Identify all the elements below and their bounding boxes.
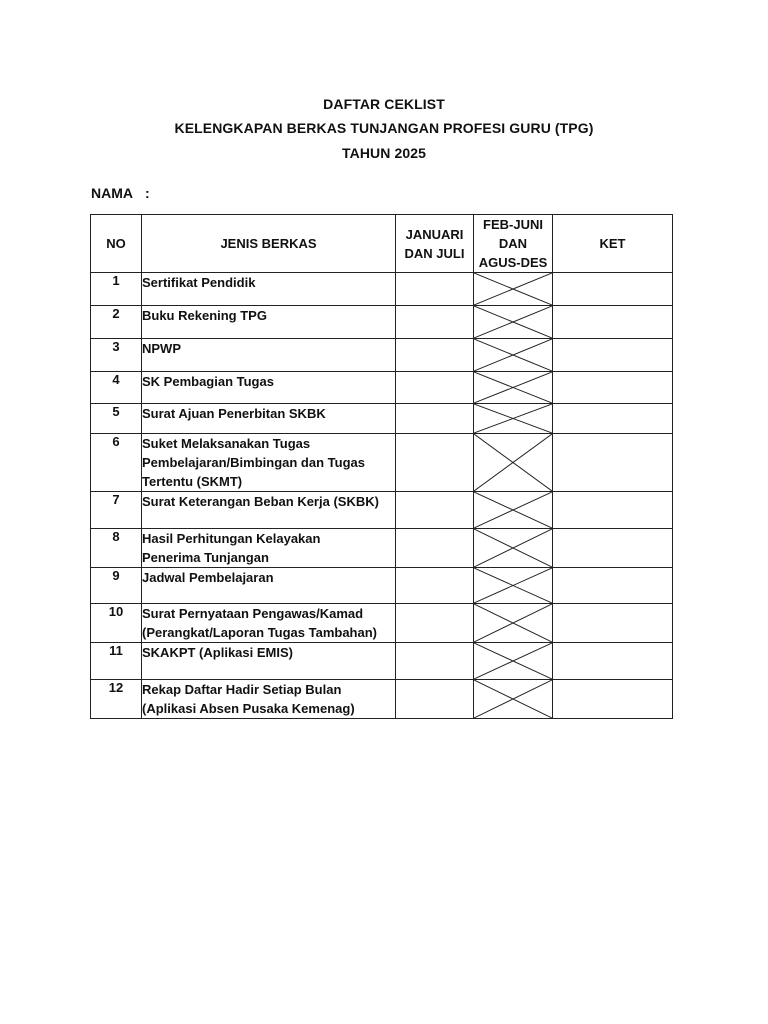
cross-mark-icon [474, 339, 552, 371]
row-jenis-berkas [142, 529, 396, 568]
row-jenis-line: Penerima Tunjangan [142, 550, 269, 565]
row-ket-cell[interactable] [553, 434, 673, 492]
row-number: 7 [91, 492, 142, 529]
row-ket-cell[interactable] [553, 372, 673, 404]
row-ket-cell[interactable] [553, 604, 673, 643]
row-number: 9 [91, 568, 142, 604]
row-feb-juni-cell [474, 434, 553, 492]
nama-field [91, 185, 150, 201]
table-row [91, 372, 673, 404]
table-row [91, 643, 673, 680]
cross-mark-icon [474, 529, 552, 567]
row-jenis-line: Surat Keterangan Beban Kerja (SKBK) [142, 494, 379, 509]
row-januari-juli-cell[interactable] [396, 680, 474, 719]
row-januari-juli-cell[interactable] [396, 434, 474, 492]
row-januari-juli-cell[interactable] [396, 643, 474, 680]
cross-mark-icon [474, 434, 552, 491]
row-jenis-line: NPWP [142, 341, 181, 356]
row-jenis-line: Pembelajaran/Bimbingan dan Tugas [142, 455, 365, 470]
row-number: 12 [91, 680, 142, 719]
row-feb-juni-cell [474, 529, 553, 568]
table-row [91, 604, 673, 643]
row-ket-cell[interactable] [553, 529, 673, 568]
row-jenis-line: Surat Ajuan Penerbitan SKBK [142, 406, 326, 421]
cross-mark-icon [474, 568, 552, 603]
row-ket-cell[interactable] [553, 680, 673, 719]
row-feb-juni-cell [474, 568, 553, 604]
row-feb-juni-cell [474, 404, 553, 434]
nama-colon: : [145, 185, 150, 201]
row-jenis-line: Jadwal Pembelajaran [142, 570, 274, 585]
row-jenis-berkas [142, 604, 396, 643]
row-jenis-berkas [142, 404, 396, 434]
row-number: 1 [91, 273, 142, 306]
row-jenis-line: (Perangkat/Laporan Tugas Tambahan) [142, 625, 378, 640]
row-feb-juni-cell [474, 604, 553, 643]
row-januari-juli-cell[interactable] [396, 529, 474, 568]
row-ket-cell[interactable] [553, 339, 673, 372]
cross-mark-icon [474, 492, 552, 528]
header-feb-line2: DAN [498, 236, 528, 251]
row-jenis-line: (Aplikasi Absen Pusaka Kemenag) [142, 701, 355, 716]
cross-mark-icon [474, 372, 552, 403]
nama-label: NAMA [91, 185, 133, 201]
row-ket-cell[interactable] [553, 273, 673, 306]
row-number: 2 [91, 306, 142, 339]
row-jenis-line: Rekap Daftar Hadir Setiap Bulan [142, 682, 342, 697]
row-number: 6 [91, 434, 142, 492]
row-feb-juni-cell [474, 372, 553, 404]
table-row [91, 404, 673, 434]
row-jenis-line: SKAKPT (Aplikasi EMIS) [142, 645, 293, 660]
row-feb-juni-cell [474, 306, 553, 339]
row-januari-juli-cell[interactable] [396, 306, 474, 339]
table-row [91, 306, 673, 339]
row-number: 10 [91, 604, 142, 643]
header-feb-juni-agus-des [474, 215, 553, 273]
row-jenis-berkas [142, 568, 396, 604]
header-januari-line2: DAN JULI [404, 245, 465, 261]
cross-mark-icon [474, 643, 552, 679]
row-jenis-berkas [142, 273, 396, 306]
document-title: DAFTAR CEKLIST [323, 96, 445, 112]
row-jenis-berkas [142, 306, 396, 339]
row-jenis-berkas [142, 339, 396, 372]
table-row [91, 273, 673, 306]
checklist-table [90, 214, 673, 719]
row-feb-juni-cell [474, 643, 553, 680]
row-feb-juni-cell [474, 680, 553, 719]
cross-mark-icon [474, 404, 552, 433]
document-subtitle: KELENGKAPAN BERKAS TUNJANGAN PROFESI GURU (TPG) [174, 120, 594, 136]
row-januari-juli-cell[interactable] [396, 604, 474, 643]
document-year: TAHUN 2025 [342, 145, 426, 161]
row-jenis-berkas [142, 372, 396, 404]
header-januari-juli [396, 215, 474, 273]
cross-mark-icon [474, 604, 552, 642]
row-jenis-berkas [142, 434, 396, 492]
row-jenis-line: Sertifikat Pendidik [142, 275, 256, 290]
header-feb-line3: AGUS-DES [478, 255, 548, 270]
row-januari-juli-cell[interactable] [396, 273, 474, 306]
row-jenis-berkas [142, 680, 396, 719]
row-januari-juli-cell[interactable] [396, 492, 474, 529]
row-jenis-line: Suket Melaksanakan Tugas [142, 436, 311, 451]
row-number: 3 [91, 339, 142, 372]
row-number: 5 [91, 404, 142, 434]
table-row [91, 568, 673, 604]
row-jenis-line: Surat Pernyataan Pengawas/Kamad [142, 606, 364, 621]
row-number: 11 [91, 643, 142, 680]
row-jenis-berkas [142, 643, 396, 680]
header-ket: KET [553, 215, 673, 273]
row-feb-juni-cell [474, 273, 553, 306]
cross-mark-icon [474, 680, 552, 718]
header-jenis-berkas: JENIS BERKAS [142, 215, 396, 273]
row-ket-cell[interactable] [553, 568, 673, 604]
row-jenis-line: Hasil Perhitungan Kelayakan [142, 531, 321, 546]
table-row [91, 680, 673, 719]
row-januari-juli-cell[interactable] [396, 568, 474, 604]
row-ket-cell[interactable] [553, 404, 673, 434]
table-row [91, 339, 673, 372]
table-row [91, 529, 673, 568]
row-jenis-berkas [142, 492, 396, 529]
table-row [91, 492, 673, 529]
row-number: 4 [91, 372, 142, 404]
row-jenis-line: Tertentu (SKMT) [142, 474, 243, 489]
row-jenis-line: SK Pembagian Tugas [142, 374, 274, 389]
row-ket-cell[interactable] [553, 643, 673, 680]
row-feb-juni-cell [474, 492, 553, 529]
header-no: NO [91, 215, 142, 273]
cross-mark-icon [474, 273, 552, 305]
row-feb-juni-cell [474, 339, 553, 372]
header-feb-line1: FEB-JUNI [483, 217, 543, 232]
row-januari-juli-cell[interactable] [396, 339, 474, 372]
row-ket-cell[interactable] [553, 306, 673, 339]
header-januari-line1: JANUARI [405, 226, 464, 242]
row-number: 8 [91, 529, 142, 568]
row-januari-juli-cell[interactable] [396, 372, 474, 404]
table-header-row [91, 215, 673, 273]
cross-mark-icon [474, 306, 552, 338]
row-ket-cell[interactable] [553, 492, 673, 529]
row-januari-juli-cell[interactable] [396, 404, 474, 434]
table-row [91, 434, 673, 492]
row-jenis-line: Buku Rekening TPG [142, 308, 267, 323]
